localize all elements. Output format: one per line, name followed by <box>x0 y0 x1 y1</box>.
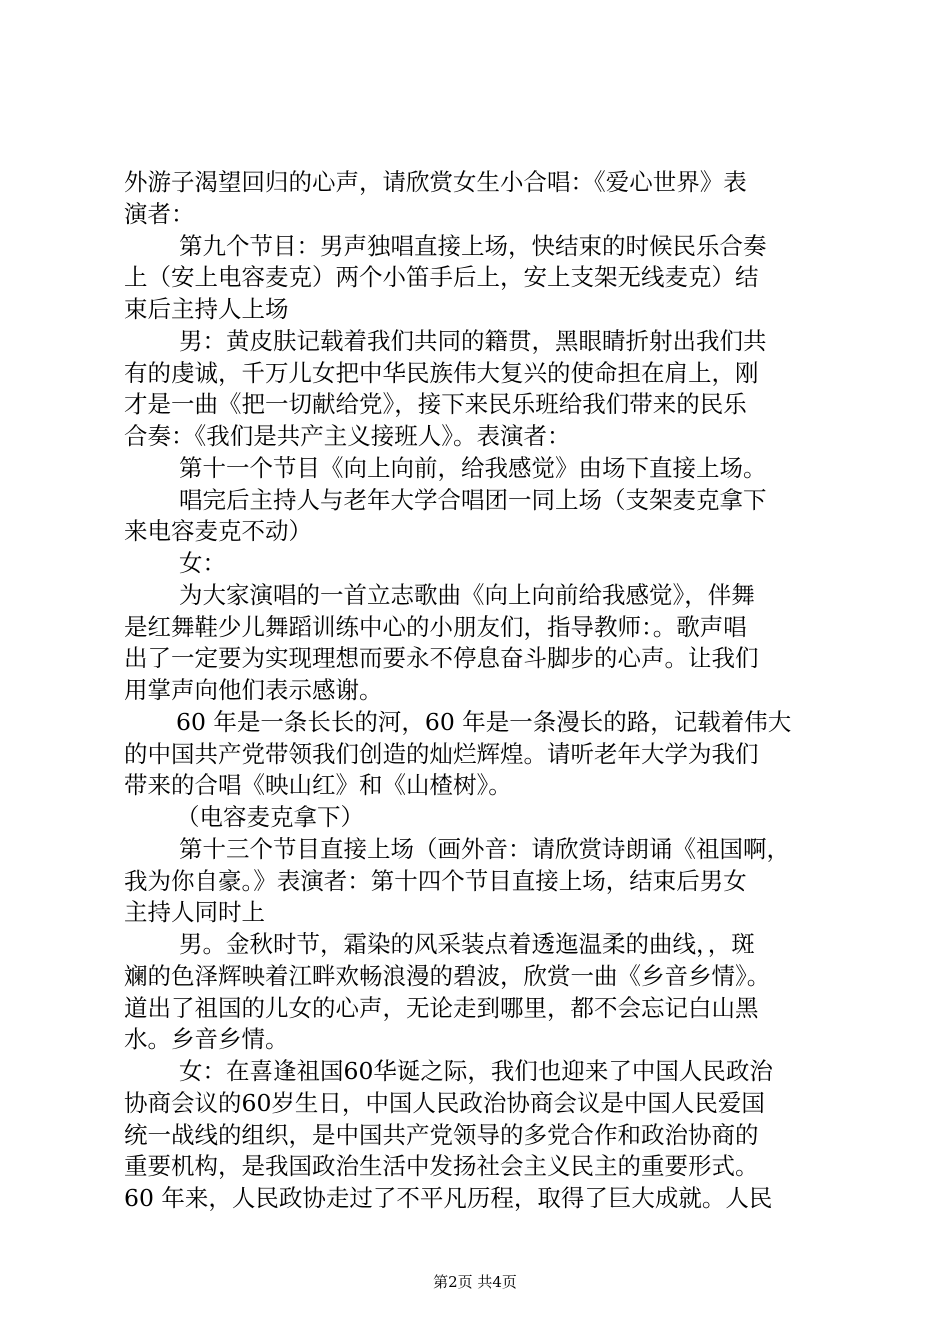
text-line: 合奏：《我们是共产主义接班人》。表演者： <box>124 422 571 450</box>
text-line: 唱完后主持人与老年大学合唱团一同上场（支架麦克拿下 <box>179 485 767 514</box>
text-line: 上（安上电容麦克）两个小笛手后上，安上支架无线麦克）结 <box>124 263 759 292</box>
text-line: 斓的色泽辉映着江畔欢畅浪漫的碧波，欣赏一曲《乡音乡情》。 <box>124 961 771 990</box>
text-line: 才是一曲《把一切献给党》，接下来民乐班给我们带来的民乐 <box>124 390 747 419</box>
document-body <box>124 167 836 1215</box>
text-line: 是红舞鞋少儿舞蹈训练中心的小朋友们，指导教师：。歌声唱 <box>124 612 747 641</box>
text-line: 主持人同时上 <box>124 898 265 927</box>
text-line: 第九个节目：男声独唱直接上场，快结束的时候民乐合奏 <box>179 231 767 260</box>
page-number-footer: 第2页 共4页 <box>433 1273 517 1291</box>
text-line: 为大家演唱的一首立志歌曲《向上向前给我感觉》，伴舞 <box>179 580 755 609</box>
text-line: 道出了祖国的儿女的心声，无论走到哪里，都不会忘记白山黑 <box>124 993 759 1022</box>
text-line: 水。乡音乡情。 <box>124 1025 289 1054</box>
text-line: 男。金秋时节，霜染的风采装点着透迤温柔的曲线，，斑 <box>179 930 755 958</box>
text-line: 第十三个节目直接上场（画外音：请欣赏诗朗诵《祖国啊， <box>179 834 790 863</box>
text-line: 第十一个节目《向上向前，给我感觉》由场下直接上场。 <box>179 453 767 482</box>
text-line: 重要机构，是我国政治生活中发扬社会主义民主的重要形式。 <box>124 1152 759 1181</box>
text-line: 60 年是一条长长的河，60 年是一条漫长的路，记载着伟大 <box>176 707 792 736</box>
text-line: 男：黄皮肤记载着我们共同的籍贯，黑眼睛折射出我们共 <box>179 326 767 355</box>
text-line: 女：在喜逢祖国60华诞之际，我们也迎来了中国人民政治 <box>179 1057 773 1085</box>
text-line: 有的虔诚，千万儿女把中华民族伟大复兴的使命担在肩上，刚 <box>124 358 759 387</box>
text-line: 束后主持人上场 <box>124 295 289 323</box>
text-line: 用掌声向他们表示感谢。 <box>124 676 383 704</box>
text-line: 统一战线的组织，是中国共产党领导的多党合作和政治协商的 <box>124 1120 759 1149</box>
text-line: 我为你自豪。》表演者：第十四个节目直接上场，结束后男女 <box>124 866 747 895</box>
text-line: 来电容麦克不动） <box>124 517 312 546</box>
text-line: 女： <box>179 549 226 577</box>
text-line: 演者： <box>124 199 195 228</box>
text-line: 出了一定要为实现理想而要永不停息奋斗脚步的心声。让我们 <box>124 644 759 673</box>
text-line: 外游子渴望回归的心声，请欣赏女生小合唱：《爱心世界》表 <box>124 168 747 196</box>
text-line: 的中国共产党带领我们创造的灿烂辉煌。请听老年大学为我们 <box>124 739 759 768</box>
text-line: 协商会议的60岁生日，中国人民政治协商会议是中国人民爱国 <box>124 1088 765 1117</box>
text-line: 60 年来，人民政协走过了不平凡历程，取得了巨大成就。人民 <box>124 1184 773 1212</box>
text-line: （电容麦克拿下） <box>176 803 364 831</box>
text-line: 带来的合唱《映山红》和《山楂树》。 <box>124 771 512 800</box>
